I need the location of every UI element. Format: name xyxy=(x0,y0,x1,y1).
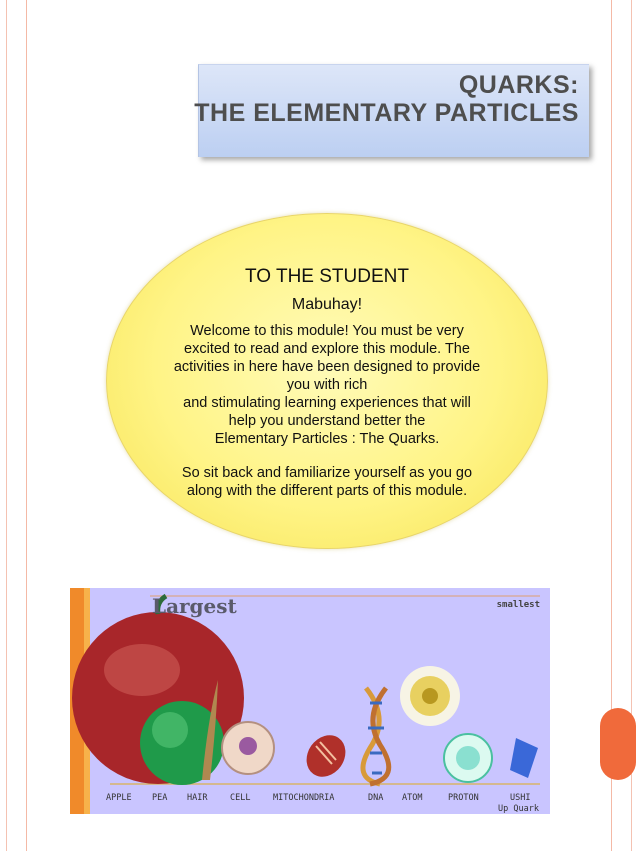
callout-greeting: Mabuhay! xyxy=(291,296,363,313)
title-line-2: THE ELEMENTARY PARTICLES xyxy=(194,99,579,127)
label-mitochondria: MITOCHONDRIA xyxy=(273,793,335,803)
scale-illustration xyxy=(70,588,550,814)
callout-heading: TO THE STUDENT xyxy=(245,266,409,287)
label-dna: DNA xyxy=(368,793,384,803)
callout-line: activities in here have been designed to provide xyxy=(173,359,481,375)
up-quark-icon xyxy=(510,738,538,778)
label-cell: CELL xyxy=(230,793,251,803)
proton-core xyxy=(456,746,480,770)
page-border-left xyxy=(0,0,27,851)
callout-line: So sit back and familiarize yourself as you go xyxy=(181,465,473,481)
pea-highlight xyxy=(152,712,188,748)
label-proton: PROTON xyxy=(448,793,479,803)
label-ushi: USHI xyxy=(510,793,531,803)
cell-nucleus-icon xyxy=(239,737,257,755)
title-line-1: QUARKS: xyxy=(458,71,579,99)
callout-paragraph-1 xyxy=(107,322,547,448)
callout-line: and stimulating learning experiences that will xyxy=(183,395,471,411)
apple-highlight xyxy=(104,644,180,696)
side-accent-dot xyxy=(600,708,636,780)
scale-drawing xyxy=(70,588,550,814)
callout-line: help you understand better the xyxy=(228,413,426,429)
callout-line: along with the different parts of this module. xyxy=(186,483,468,499)
title-banner xyxy=(194,64,589,157)
callout-line: Welcome to this module! You must be very xyxy=(190,323,464,339)
label-atom: ATOM xyxy=(402,793,423,803)
label-up-quark: Up Quark xyxy=(498,804,539,814)
atom-core xyxy=(422,688,438,704)
smallest-label: smallest xyxy=(496,600,540,610)
label-apple: APPLE xyxy=(106,793,132,803)
student-callout xyxy=(106,213,548,549)
callout-line: excited to read and explore this module. The xyxy=(184,341,470,357)
callout-line: Elementary Particles : The Quarks. xyxy=(214,431,440,447)
callout-line: you with rich xyxy=(286,377,368,393)
largest-label: Largest xyxy=(152,594,237,618)
callout-paragraph-2 xyxy=(107,464,547,500)
label-pea: PEA xyxy=(152,793,168,803)
label-hair: HAIR xyxy=(187,793,208,803)
